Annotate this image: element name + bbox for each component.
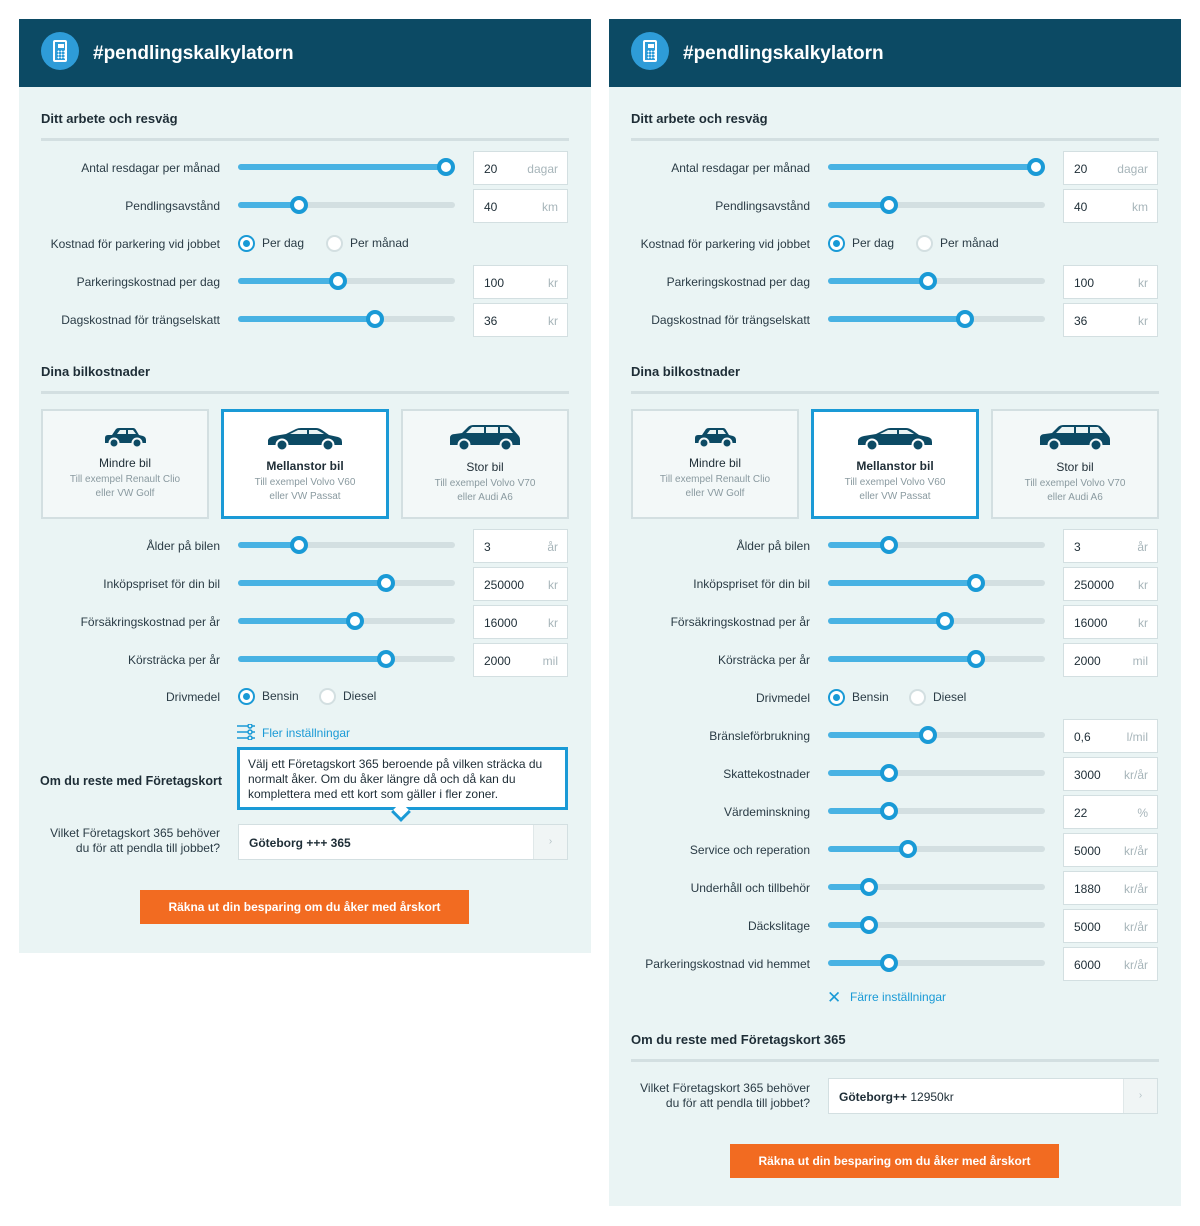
fuel-consumption-input[interactable]: 0,6 l/mil <box>1063 719 1158 753</box>
insurance-label: Försäkringskostnad per år <box>80 615 220 629</box>
fewer-settings-link[interactable]: Färre inställningar <box>850 990 947 1004</box>
maintenance-slider[interactable] <box>828 884 1045 890</box>
more-settings-link[interactable]: Fler inställningar <box>262 726 351 740</box>
parking-type-label: Kostnad för parkering vid jobbet <box>50 237 220 251</box>
large-car-icon <box>1038 425 1112 453</box>
car-age-label: Ålder på bilen <box>146 539 220 553</box>
small-car-icon <box>102 427 148 449</box>
mileage-slider[interactable] <box>238 656 455 662</box>
price-slider[interactable] <box>828 580 1045 586</box>
per-month-label: Per månad <box>350 236 409 250</box>
slider-handle[interactable] <box>919 272 937 290</box>
workdays-input[interactable]: 20 dagar <box>1063 151 1158 185</box>
slider-handle[interactable] <box>956 310 974 328</box>
price-input[interactable]: 250000 kr <box>473 567 568 601</box>
slider-handle[interactable] <box>880 954 898 972</box>
car-age-slider[interactable] <box>238 542 455 548</box>
car-option-large[interactable] <box>991 409 1159 519</box>
section-title-work: Ditt arbete och resväg <box>41 111 178 126</box>
calculate-button[interactable]: Räkna ut din besparing om du åker med årskort <box>730 1144 1059 1178</box>
petrol-label: Bensin <box>262 689 299 703</box>
workdays-label: Antal resdagar per månad <box>671 161 810 175</box>
slider-handle[interactable] <box>967 574 985 592</box>
section-divider <box>631 391 1159 394</box>
slider-handle[interactable] <box>346 612 364 630</box>
price-label: Inköpspriset för din bil <box>103 577 220 591</box>
maintenance-input[interactable]: 1880 kr/år <box>1063 871 1158 905</box>
distance-slider[interactable] <box>238 202 455 208</box>
price-label: Inköpspriset för din bil <box>693 577 810 591</box>
tax-label: Skattekostnader <box>723 767 810 781</box>
calculator-icon <box>41 32 79 70</box>
parking-per-day-slider[interactable] <box>828 278 1045 284</box>
large-car-icon <box>448 425 522 453</box>
mileage-label: Körsträcka per år <box>127 653 220 667</box>
section-title-car: Dina bilkostnader <box>41 364 151 379</box>
distance-input[interactable]: 40 km <box>473 189 568 223</box>
section-divider <box>631 138 1159 141</box>
slider-handle[interactable] <box>880 764 898 782</box>
car-name: Mellanstor bil <box>856 459 934 473</box>
insurance-label: Försäkringskostnad per år <box>670 615 810 629</box>
card-select[interactable]: Göteborg++ 12950kr › <box>828 1078 1158 1114</box>
card-question-label: Vilket Företagskort 365 behöver du för att pendla till jobbet? <box>640 1081 810 1110</box>
car-age-slider[interactable] <box>828 542 1045 548</box>
fuel-label: Drivmedel <box>165 690 220 704</box>
workdays-input[interactable]: 20 dagar <box>473 151 568 185</box>
car-description: Till exempel Renault Clio eller VW Golf <box>69 474 181 499</box>
chevron-right-icon: › <box>1123 1079 1157 1113</box>
section-title-car: Dina bilkostnader <box>631 364 741 379</box>
car-description: Till exempel Volvo V60 eller VW Passat <box>844 477 946 502</box>
car-description: Till exempel Volvo V60 eller VW Passat <box>254 477 356 502</box>
car-name: Mellanstor bil <box>266 459 344 473</box>
slider-handle[interactable] <box>880 802 898 820</box>
workdays-slider[interactable] <box>828 164 1045 170</box>
slider-handle[interactable] <box>329 272 347 290</box>
service-label: Service och reperation <box>689 843 810 857</box>
slider-handle[interactable] <box>437 158 455 176</box>
card-tooltip: Välj ett Företagskort 365 beroende på vilken sträcka du normalt åker. Om du åker längre då och då kan du komplettera med ett kort som gäller i fler zoner. <box>237 747 568 810</box>
slider-handle[interactable] <box>290 196 308 214</box>
parking-per-day-label: Parkeringskostnad per dag <box>76 275 220 289</box>
per-day-radio[interactable] <box>238 235 255 252</box>
petrol-radio[interactable] <box>238 688 255 705</box>
slider-handle[interactable] <box>860 878 878 896</box>
service-slider[interactable] <box>828 846 1045 852</box>
parking-per-day-slider[interactable] <box>238 278 455 284</box>
distance-label: Pendlingsavstånd <box>125 199 220 213</box>
congestion-tax-label: Dagskostnad för trängselskatt <box>61 313 220 327</box>
tyres-slider[interactable] <box>828 922 1045 928</box>
section-title-work: Ditt arbete och resväg <box>631 111 768 126</box>
slider-handle[interactable] <box>1027 158 1045 176</box>
parking-type-label: Kostnad för parkering vid jobbet <box>640 237 810 251</box>
car-name: Mindre bil <box>688 456 742 470</box>
slider-handle[interactable] <box>290 536 308 554</box>
car-option-large[interactable] <box>401 409 569 519</box>
calculator-title: #pendlingskalkylatorn <box>683 43 884 64</box>
mileage-label: Körsträcka per år <box>717 653 810 667</box>
maintenance-label: Underhåll och tillbehör <box>690 881 810 895</box>
calculator-title: #pendlingskalkylatorn <box>93 43 294 64</box>
per-month-radio[interactable] <box>326 235 343 252</box>
congestion-tax-slider[interactable] <box>828 316 1045 322</box>
slider-handle[interactable] <box>899 840 917 858</box>
tax-input[interactable]: 3000 kr/år <box>1063 757 1158 791</box>
tyres-input[interactable]: 5000 kr/år <box>1063 909 1158 943</box>
depreciation-label: Värdeminskning <box>723 805 810 819</box>
distance-slider[interactable] <box>828 202 1045 208</box>
petrol-radio[interactable] <box>828 689 845 706</box>
card-question-label: Vilket Företagskort 365 behöver du för att pendla till jobbet? <box>50 826 220 855</box>
slider-handle[interactable] <box>880 196 898 214</box>
congestion-tax-input[interactable]: 36 kr <box>1063 303 1158 337</box>
section-divider <box>41 391 569 394</box>
diesel-radio[interactable] <box>319 688 336 705</box>
workdays-label: Antal resdagar per månad <box>81 161 220 175</box>
medium-car-icon <box>266 428 344 452</box>
calculate-button[interactable]: Räkna ut din besparing om du åker med årskort <box>140 890 469 924</box>
mileage-input[interactable]: 2000 mil <box>1063 643 1158 677</box>
diesel-radio[interactable] <box>909 689 926 706</box>
per-day-label: Per dag <box>262 236 305 250</box>
home-parking-slider[interactable] <box>828 960 1045 966</box>
car-option-medium[interactable] <box>221 409 389 519</box>
congestion-tax-slider[interactable] <box>238 316 455 322</box>
depreciation-slider[interactable] <box>828 808 1045 814</box>
parking-per-day-input[interactable]: 100 kr <box>1063 265 1158 299</box>
per-day-radio[interactable] <box>828 235 845 252</box>
fuel-consumption-slider[interactable] <box>828 732 1045 738</box>
car-description: Till exempel Volvo V70 eller Audi A6 <box>1024 478 1126 503</box>
car-age-input[interactable]: 3 år <box>1063 529 1158 563</box>
section-title-card: Om du reste med Företagskort 365 <box>631 1032 846 1047</box>
section-divider <box>631 1059 1159 1062</box>
car-name: Mindre bil <box>98 456 152 470</box>
price-input[interactable]: 250000 kr <box>1063 567 1158 601</box>
parking-per-day-label: Parkeringskostnad per dag <box>666 275 810 289</box>
slider-handle[interactable] <box>919 726 937 744</box>
section-divider <box>41 138 569 141</box>
chevron-right-icon: › <box>533 825 567 859</box>
slider-handle[interactable] <box>936 612 954 630</box>
car-description: Till exempel Renault Clio eller VW Golf <box>659 474 771 499</box>
car-age-input[interactable]: 3 år <box>473 529 568 563</box>
calculator-icon <box>631 32 669 70</box>
workdays-slider[interactable] <box>238 164 455 170</box>
medium-car-icon <box>856 428 934 452</box>
slider-handle[interactable] <box>377 574 395 592</box>
depreciation-input[interactable]: 22 % <box>1063 795 1158 829</box>
insurance-input[interactable]: 16000 kr <box>473 605 568 639</box>
per-day-label: Per dag <box>852 236 895 250</box>
slider-handle[interactable] <box>377 650 395 668</box>
calculator-header <box>609 19 1181 87</box>
section-title-card: Om du reste med Företagskort <box>40 774 222 788</box>
fuel-label: Drivmedel <box>755 691 810 705</box>
service-input[interactable]: 5000 kr/år <box>1063 833 1158 867</box>
insurance-slider[interactable] <box>238 618 455 624</box>
car-name: Stor bil <box>466 460 504 474</box>
car-age-label: Ålder på bilen <box>736 539 810 553</box>
distance-input[interactable]: 40 km <box>1063 189 1158 223</box>
car-name: Stor bil <box>1056 460 1094 474</box>
congestion-tax-input[interactable]: 36 kr <box>473 303 568 337</box>
slider-handle[interactable] <box>860 916 878 934</box>
per-month-radio[interactable] <box>916 235 933 252</box>
tax-slider[interactable] <box>828 770 1045 776</box>
car-option-small[interactable] <box>41 409 209 519</box>
slider-handle[interactable] <box>366 310 384 328</box>
distance-label: Pendlingsavstånd <box>715 199 810 213</box>
mileage-input[interactable]: 2000 mil <box>473 643 568 677</box>
price-slider[interactable] <box>238 580 455 586</box>
car-description: Till exempel Volvo V70 eller Audi A6 <box>434 478 536 503</box>
insurance-slider[interactable] <box>828 618 1045 624</box>
diesel-label: Diesel <box>343 689 377 703</box>
calculator-header <box>19 19 591 87</box>
calculator-panel-expanded <box>609 19 1181 1206</box>
parking-per-day-input[interactable]: 100 kr <box>473 265 568 299</box>
congestion-tax-label: Dagskostnad för trängselskatt <box>651 313 810 327</box>
card-select[interactable]: Göteborg +++ 365 › <box>238 824 568 860</box>
fuel-consumption-label: Bränsleförbrukning <box>709 729 810 743</box>
slider-handle[interactable] <box>880 536 898 554</box>
tyres-label: Däckslitage <box>747 919 810 933</box>
home-parking-input[interactable]: 6000 kr/år <box>1063 947 1158 981</box>
small-car-icon <box>692 427 738 449</box>
car-option-small[interactable] <box>631 409 799 519</box>
slider-handle[interactable] <box>967 650 985 668</box>
car-option-medium[interactable] <box>811 409 979 519</box>
per-month-label: Per månad <box>940 236 999 250</box>
diesel-label: Diesel <box>933 690 967 704</box>
home-parking-label: Parkeringskostnad vid hemmet <box>645 957 810 971</box>
insurance-input[interactable]: 16000 kr <box>1063 605 1158 639</box>
mileage-slider[interactable] <box>828 656 1045 662</box>
close-icon[interactable]: ✕ <box>827 988 842 1007</box>
calculator-panel-collapsed <box>19 19 591 953</box>
settings-sliders-icon[interactable] <box>237 724 255 740</box>
petrol-label: Bensin <box>852 690 889 704</box>
